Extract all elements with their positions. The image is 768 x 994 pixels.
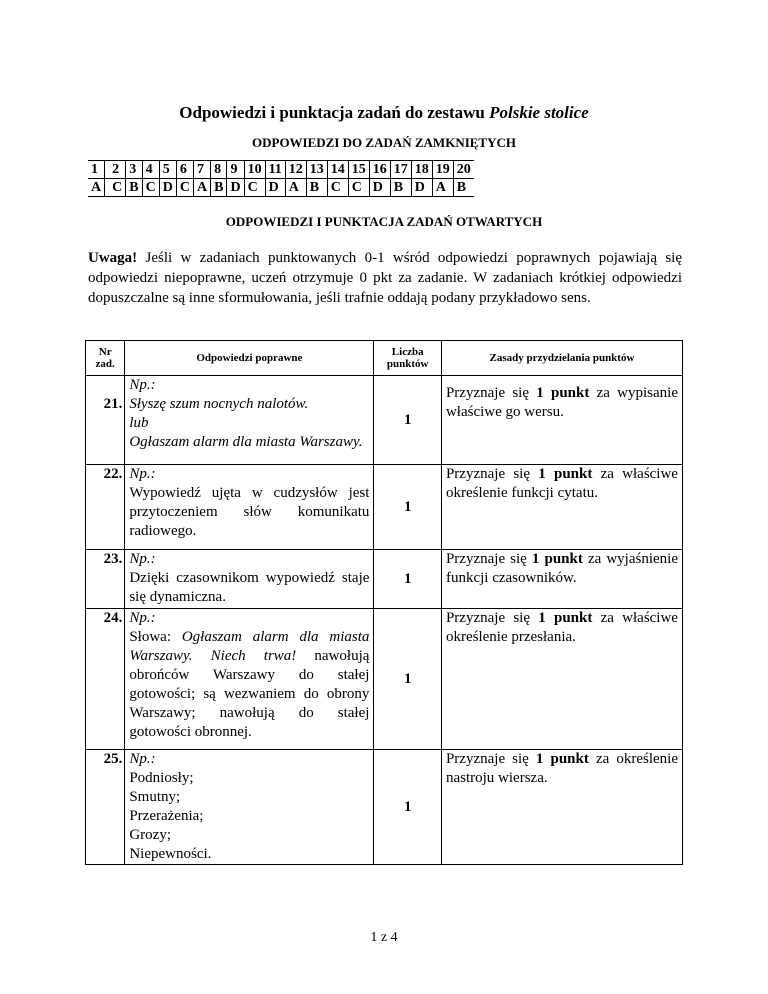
header-points: Liczba punktów xyxy=(374,341,442,376)
closed-number-cell: 1 xyxy=(88,161,105,179)
closed-heading: ODPOWIEDZI DO ZADAŃ ZAMKNIĘTYCH xyxy=(252,135,516,150)
table-row xyxy=(86,609,683,750)
closed-answer-cell: C xyxy=(348,179,369,197)
closed-answer-cell: D xyxy=(411,179,432,197)
table-row xyxy=(86,376,683,465)
task-number: 21. xyxy=(86,376,125,465)
answer-cell: Np.: Podniosły; Smutny; Przerażenia; Grozy; Niepewności. xyxy=(125,750,374,865)
closed-number-cell: 14 xyxy=(327,161,348,179)
closed-answer-cell: D xyxy=(265,179,285,197)
closed-answer-cell: A xyxy=(193,179,210,197)
closed-answer-cell: D xyxy=(159,179,176,197)
closed-number-cell: 16 xyxy=(369,161,390,179)
closed-number-cell: 8 xyxy=(211,161,227,179)
note-text: Jeśli w zadaniach punktowanych 0-1 wśród odpowiedzi poprawnych pojawiają się odpowiedzi niepoprawne, uczeń otrzymuje 0 pkt za zadanie. W zadaniach krótkiej odpowiedzi dopuszczalne są inne sformułowania, jeśli trafnie oddają podany przykładowo sens. xyxy=(88,250,682,306)
closed-answer-cell: B xyxy=(306,179,327,197)
table-row xyxy=(86,465,683,550)
answer-cell: Np.: Słowa: Ogłaszam alarm dla miasta Warszawy. Niech trwa! nawołują obrońców Warszawy do stałej gotowości; są wezwaniem do obrony Warszawy; nawołują do stałej gotowości obronnej. xyxy=(125,609,374,750)
closed-number-cell: 4 xyxy=(142,161,159,179)
closed-answers-row xyxy=(88,179,474,197)
closed-answer-cell: A xyxy=(432,179,453,197)
closed-number-cell: 20 xyxy=(453,161,474,179)
closed-number-cell: 5 xyxy=(159,161,176,179)
answer-cell: Np.: Słyszę szum nocnych nalotów. lub Ogłaszam alarm dla miasta Warszawy. xyxy=(125,376,374,465)
closed-answer-cell: D xyxy=(227,179,244,197)
closed-number-cell: 7 xyxy=(193,161,210,179)
answer-cell: Np.: Wypowiedź ujęta w cudzysłów jest przytoczeniem słów komunikatu radiowego. xyxy=(125,465,374,550)
header-answers: Odpowiedzi poprawne xyxy=(125,341,374,376)
closed-answer-cell: C xyxy=(327,179,348,197)
page-title: Odpowiedzi i punktacja zadań do zestawu Polskie stolice xyxy=(179,103,589,122)
header-rules: Zasady przydzielania punktów xyxy=(441,341,682,376)
closed-answer-cell: B xyxy=(211,179,227,197)
task-number: 22. xyxy=(86,465,125,550)
closed-answer-cell: A xyxy=(285,179,306,197)
points-cell: 1 xyxy=(374,609,442,750)
task-number: 23. xyxy=(86,550,125,609)
title-italic: Polskie stolice xyxy=(489,103,589,122)
closed-answer-cell: C xyxy=(244,179,265,197)
closed-number-cell: 13 xyxy=(306,161,327,179)
closed-number-cell: 10 xyxy=(244,161,265,179)
page-number: 1 z 4 xyxy=(370,930,398,945)
closed-number-cell: 11 xyxy=(265,161,285,179)
closed-number-cell: 17 xyxy=(390,161,411,179)
task-number: 25. xyxy=(86,750,125,865)
note-label: Uwaga! xyxy=(88,250,138,266)
points-cell: 1 xyxy=(374,550,442,609)
points-cell: 1 xyxy=(374,750,442,865)
closed-number-cell: 12 xyxy=(285,161,306,179)
table-row xyxy=(86,750,683,865)
points-cell: 1 xyxy=(374,376,442,465)
closed-number-cell: 3 xyxy=(126,161,142,179)
open-table-header xyxy=(86,341,683,376)
closed-answer-cell: C xyxy=(105,179,126,197)
closed-answer-cell: B xyxy=(453,179,474,197)
closed-answer-cell: C xyxy=(142,179,159,197)
rule-cell: Przyznaje się 1 punkt za właściwe określenie funkcji cytatu. xyxy=(441,465,682,550)
closed-answer-cell: B xyxy=(390,179,411,197)
rule-cell: Przyznaje się 1 punkt za określenie nastroju wiersza. xyxy=(441,750,682,865)
closed-number-cell: 2 xyxy=(105,161,126,179)
task-number: 24. xyxy=(86,609,125,750)
closed-answer-cell: D xyxy=(369,179,390,197)
closed-numbers-row xyxy=(88,161,474,179)
closed-answer-cell: A xyxy=(88,179,105,197)
rule-cell: Przyznaje się 1 punkt za właściwe określenie przesłania. xyxy=(441,609,682,750)
answer-cell: Np.: Dzięki czasownikom wypowiedź staje się dynamiczna. xyxy=(125,550,374,609)
rule-cell: Przyznaje się 1 punkt za wyjaśnienie funkcji czasowników. xyxy=(441,550,682,609)
closed-answer-cell: B xyxy=(126,179,142,197)
closed-number-cell: 18 xyxy=(411,161,432,179)
closed-answers-table xyxy=(88,160,474,197)
closed-number-cell: 6 xyxy=(176,161,193,179)
table-row xyxy=(86,550,683,609)
rule-cell: Przyznaje się 1 punkt za wypisanie właściwe go wersu. xyxy=(441,376,682,465)
open-answers-table xyxy=(85,340,683,865)
note xyxy=(88,248,682,308)
closed-number-cell: 15 xyxy=(348,161,369,179)
points-cell: 1 xyxy=(374,465,442,550)
closed-answer-cell: C xyxy=(176,179,193,197)
closed-number-cell: 9 xyxy=(227,161,244,179)
header-nr: Nr zad. xyxy=(86,341,125,376)
open-heading: ODPOWIEDZI I PUNKTACJA ZADAŃ OTWARTYCH xyxy=(225,214,543,229)
closed-number-cell: 19 xyxy=(432,161,453,179)
